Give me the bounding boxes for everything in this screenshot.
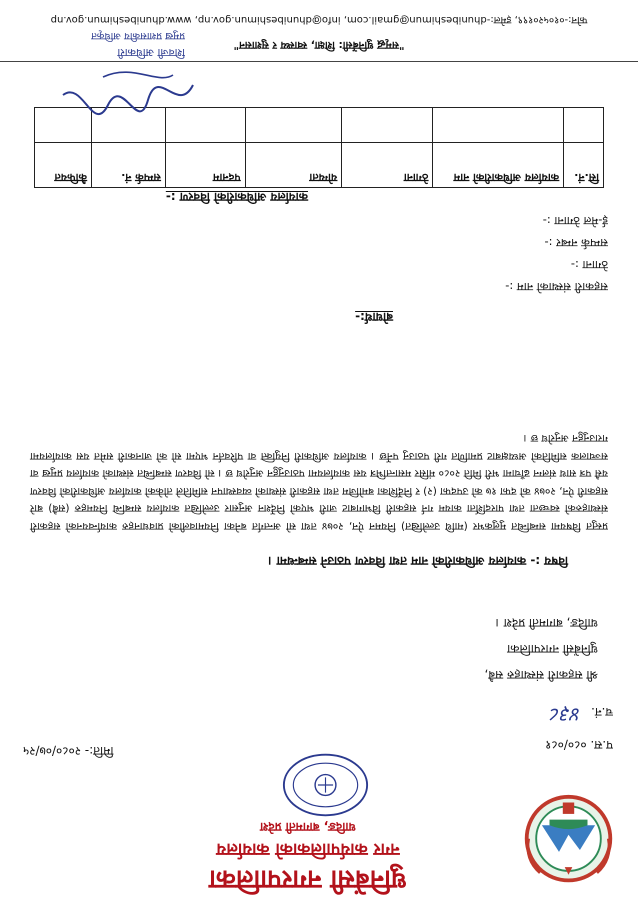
footer-contact: फोन:-०१०५२०१९९, इमेल:-dhunibeshimun@gmail.com, info@dhunibeshimun.gov.np, www.dhunibeshimun.gov.np [50,14,588,25]
subject-line [268,553,568,570]
recipient-block [484,610,598,688]
col-officer-name: कार्यालय अधिकारीको नाम [433,143,564,188]
footer-divider [0,61,638,62]
col-contact: सम्पर्क नं. [91,143,165,188]
chalani-number: च.नं. ४३८ [550,703,613,727]
handwritten-chalani: ४३८ [550,703,582,727]
form-fields [505,210,608,298]
col-qualification: योग्यता [245,143,342,188]
table-header-row [35,143,604,188]
office-location: धादिङ, बागमती प्रदेश [260,820,356,834]
letter-date: मिति:- २०८०/०७/२५ [23,744,114,758]
signature-name: शिवजी अधिकारी [117,46,185,59]
recipient-line-1: श्री सहकारी संस्थाहरु सबै, [484,668,598,682]
letter-meta [23,700,613,760]
office-name: धुनिबेंसी नगरपालिका [209,864,407,894]
field-address: ठेगाना :- [570,258,608,272]
field-email: ई-मेल ठेगाना :- [542,214,608,228]
col-address: ठेगाना [342,143,433,188]
footer-slogan: "समृद्ध धुनिबेंसी: शिक्षा, स्वास्थ्य र सुशासन" [233,39,405,51]
field-org-name: सहकारी संस्थाको नाम :- [505,280,608,294]
office-details-heading: कार्यालय अधिकारीको विवरण :- [165,190,308,204]
field-contact: सम्पर्क नम्बर :- [544,236,608,250]
subject-text: कार्यालय अधिकारीको नाम तथा विवरण पठाउने सम्बन्धमा । [267,554,527,568]
letter-body: प्रस्तुत विषयमा सम्बन्धित मुलुकभर (माथि उल्लेखित) नियमन ऐन, २०७४ तथा सो अन्तर्गत बनेका नियमावलीको प्रावधानहरु कार्यान्वयनको सहकारी संस्थाहरुको स्वच्छता तथा पारदर्शिता कायम गर्न सहकारी विभागबाट जारी भएको निर्देशन अनुसार उल्लेखित कार्यालय सम्बन्धि नियमहरु (सबै) बारे सहकारी ऐन, २०७४ को दफा १७ को उपदफा (२) र निर्देशिका बमोजिम तथा सहकारी संस्थाको व्यवस्थापन समितिले तोकेको कार्यालय अधिकारीको विवरण यसै पत्र साथ संलग्न ढाँचामा भरी मिति २०८० मंसिर मसान्तभित्र यस कार्यालयमा पठाउनुहुन अनुरोध छ । सो विवरण सम्बन्धित संस्थाको कार्यालय प्रमुख वा सञ्चालक समितिको अध्यक्षबाट प्रमाणित गरी पठाउनु पर्नेछ । कार्यालय अधिकारी नियुक्ति वा परिवर्तन भएमा सो को जानकारी समेत यस कार्यालयमा गराउनुहुन अनुरोध छ । [30,432,608,532]
signature-title: प्रमुख प्रशासकीय अधिकृत [91,30,185,41]
government-emblem-icon [521,793,616,888]
office-stamp-icon [278,750,373,820]
col-designation: पदनाम [165,143,245,188]
copy-heading: बोधार्थ:- [355,310,393,324]
letterhead [98,819,518,896]
patra-sankhya: प.स. ०८०/०८१ [545,738,613,752]
subject-label: विषय :- [530,554,568,568]
office-subtitle: नगर कार्यपालिकाको कार्यालय [216,839,400,859]
col-sn: सि.नं. [564,143,604,188]
recipient-line-3: धादिङ, बागमती प्रदेश । [495,616,598,630]
col-remarks: कैफियत [35,143,92,188]
recipient-line-2: धुनिबेंसी नगरपालिका [507,642,598,656]
